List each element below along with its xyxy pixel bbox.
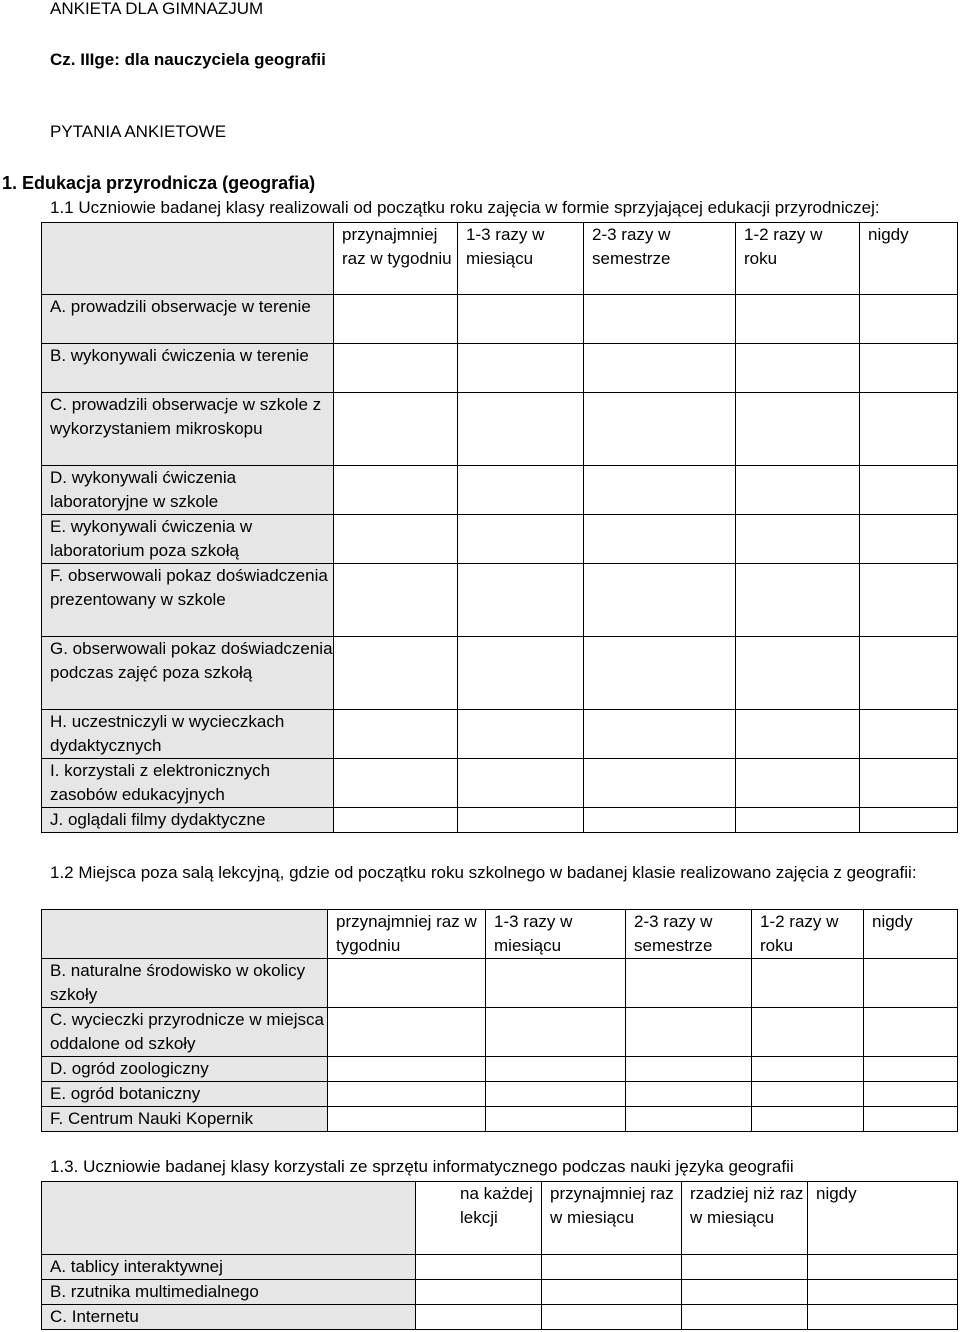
column-header: 1-3 razy w miesiącu bbox=[458, 223, 584, 295]
answer-cell[interactable] bbox=[752, 1107, 864, 1132]
answer-cell[interactable] bbox=[334, 344, 458, 393]
answer-cell[interactable] bbox=[682, 1255, 808, 1280]
table-row bbox=[42, 1305, 958, 1330]
column-header: 2-3 razy w semestrze bbox=[626, 910, 752, 959]
answer-cell[interactable] bbox=[736, 759, 860, 808]
answer-cell[interactable] bbox=[808, 1280, 958, 1305]
table-header-row bbox=[42, 223, 958, 295]
answer-cell[interactable] bbox=[458, 637, 584, 710]
column-header: nigdy bbox=[864, 910, 958, 959]
column-header: rzadziej niż raz w miesiącu bbox=[682, 1182, 808, 1255]
column-header: 2-3 razy w semestrze bbox=[584, 223, 736, 295]
table-header-row bbox=[42, 1182, 958, 1255]
table-row bbox=[42, 808, 958, 833]
table-row bbox=[42, 515, 958, 564]
row-label: H. uczestniczyli w wycieczkach dydaktycznych bbox=[42, 710, 334, 759]
header-corner-cell bbox=[42, 910, 328, 959]
question-1-1-table bbox=[41, 222, 958, 833]
answer-cell[interactable] bbox=[860, 466, 958, 515]
column-header: przynajmniej raz w miesiącu bbox=[542, 1182, 682, 1255]
document-title: ANKIETA DLA GIMNAZJUM bbox=[50, 0, 264, 18]
part-title: Cz. IIIge: dla nauczyciela geografii bbox=[50, 50, 326, 69]
row-label: B. wykonywali ćwiczenia w terenie bbox=[42, 344, 334, 393]
answer-cell[interactable] bbox=[334, 515, 458, 564]
answer-cell[interactable] bbox=[736, 808, 860, 833]
table-row bbox=[42, 344, 958, 393]
answer-cell[interactable] bbox=[334, 710, 458, 759]
answer-cell[interactable] bbox=[328, 959, 486, 1008]
answer-cell[interactable] bbox=[334, 295, 458, 344]
answer-cell[interactable] bbox=[860, 808, 958, 833]
row-label: D. wykonywali ćwiczenia laboratoryjne w szkole bbox=[42, 466, 334, 515]
table-header-row bbox=[42, 910, 958, 959]
answer-cell[interactable] bbox=[736, 295, 860, 344]
answer-cell[interactable] bbox=[584, 808, 736, 833]
column-header: 1-2 razy w roku bbox=[752, 910, 864, 959]
answer-cell[interactable] bbox=[458, 295, 584, 344]
answer-cell[interactable] bbox=[864, 1057, 958, 1082]
table-row bbox=[42, 393, 958, 466]
row-label: I. korzystali z elektronicznych zasobów edukacyjnych bbox=[42, 759, 334, 808]
answer-cell[interactable] bbox=[736, 393, 860, 466]
answer-cell[interactable] bbox=[328, 1107, 486, 1132]
answer-cell[interactable] bbox=[736, 466, 860, 515]
answer-cell[interactable] bbox=[328, 1008, 486, 1057]
table-row bbox=[42, 564, 958, 637]
answer-cell[interactable] bbox=[334, 759, 458, 808]
table-row bbox=[42, 637, 958, 710]
questions-heading: PYTANIA ANKIETOWE bbox=[50, 122, 227, 141]
answer-cell[interactable] bbox=[626, 1008, 752, 1057]
row-label: F. obserwowali pokaz doświadczenia prezentowany w szkole bbox=[42, 564, 334, 637]
answer-cell[interactable] bbox=[458, 564, 584, 637]
table-row bbox=[42, 1082, 958, 1107]
answer-cell[interactable] bbox=[860, 759, 958, 808]
table-row bbox=[42, 759, 958, 808]
answer-cell[interactable] bbox=[334, 637, 458, 710]
answer-cell[interactable] bbox=[458, 344, 584, 393]
table-row bbox=[42, 1280, 958, 1305]
answer-cell[interactable] bbox=[584, 710, 736, 759]
answer-cell[interactable] bbox=[458, 515, 584, 564]
table-row bbox=[42, 295, 958, 344]
table-row bbox=[42, 959, 958, 1008]
row-label: D. ogród zoologiczny bbox=[42, 1057, 328, 1082]
answer-cell[interactable] bbox=[736, 637, 860, 710]
question-1-3-table bbox=[41, 1181, 958, 1330]
answer-cell[interactable] bbox=[860, 564, 958, 637]
column-header: przynajmniej raz w tygodniu bbox=[328, 910, 486, 959]
table-row bbox=[42, 710, 958, 759]
row-label: B. naturalne środowisko w okolicy szkoły bbox=[42, 959, 328, 1008]
column-header: na każdej lekcji bbox=[416, 1182, 542, 1255]
section-heading: 1. Edukacja przyrodnicza (geografia) bbox=[2, 173, 316, 193]
answer-cell[interactable] bbox=[682, 1305, 808, 1330]
answer-cell[interactable] bbox=[736, 515, 860, 564]
answer-cell[interactable] bbox=[458, 808, 584, 833]
answer-cell[interactable] bbox=[752, 1008, 864, 1057]
answer-cell[interactable] bbox=[486, 1107, 626, 1132]
answer-cell[interactable] bbox=[736, 710, 860, 759]
answer-cell[interactable] bbox=[864, 959, 958, 1008]
answer-cell[interactable] bbox=[334, 466, 458, 515]
column-header: 1-3 razy w miesiącu bbox=[486, 910, 626, 959]
row-label: J. oglądali filmy dydaktyczne bbox=[42, 808, 334, 833]
answer-cell[interactable] bbox=[584, 564, 736, 637]
column-header: 1-2 razy w roku bbox=[736, 223, 860, 295]
row-label: B. rzutnika multimedialnego bbox=[42, 1280, 416, 1305]
row-label: C. Internetu bbox=[42, 1305, 416, 1330]
answer-cell[interactable] bbox=[486, 1082, 626, 1107]
answer-cell[interactable] bbox=[860, 295, 958, 344]
answer-cell[interactable] bbox=[458, 466, 584, 515]
answer-cell[interactable] bbox=[486, 959, 626, 1008]
row-label: E. ogród botaniczny bbox=[42, 1082, 328, 1107]
answer-cell[interactable] bbox=[584, 759, 736, 808]
answer-cell[interactable] bbox=[458, 393, 584, 466]
answer-cell[interactable] bbox=[860, 344, 958, 393]
answer-cell[interactable] bbox=[542, 1255, 682, 1280]
answer-cell[interactable] bbox=[328, 1082, 486, 1107]
answer-cell[interactable] bbox=[860, 710, 958, 759]
answer-cell[interactable] bbox=[860, 393, 958, 466]
answer-cell[interactable] bbox=[752, 959, 864, 1008]
answer-cell[interactable] bbox=[334, 808, 458, 833]
answer-cell[interactable] bbox=[626, 959, 752, 1008]
answer-cell[interactable] bbox=[416, 1255, 542, 1280]
answer-cell[interactable] bbox=[626, 1107, 752, 1132]
answer-cell[interactable] bbox=[864, 1107, 958, 1132]
answer-cell[interactable] bbox=[736, 564, 860, 637]
answer-cell[interactable] bbox=[626, 1057, 752, 1082]
row-label: G. obserwowali pokaz doświadczenia podczas zajęć poza szkołą bbox=[42, 637, 334, 710]
answer-cell[interactable] bbox=[486, 1057, 626, 1082]
answer-cell[interactable] bbox=[860, 637, 958, 710]
answer-cell[interactable] bbox=[808, 1255, 958, 1280]
row-label: A. tablicy interaktywnej bbox=[42, 1255, 416, 1280]
row-label: F. Centrum Nauki Kopernik bbox=[42, 1107, 328, 1132]
question-1-2-text: 1.2 Miejsca poza salą lekcyjną, gdzie od początku roku szkolnego w badanej klasie realizowano zajęcia z geografii: bbox=[50, 863, 917, 882]
row-label: E. wykonywali ćwiczenia w laboratorium poza szkołą bbox=[42, 515, 334, 564]
question-1-2-table bbox=[41, 909, 958, 1132]
answer-cell[interactable] bbox=[682, 1280, 808, 1305]
row-label: C. prowadzili obserwacje w szkole z wykorzystaniem mikroskopu bbox=[42, 393, 334, 466]
table-row bbox=[42, 1008, 958, 1057]
question-1-3-text: 1.3. Uczniowie badanej klasy korzystali ze sprzętu informatycznego podczas nauki języka geografii bbox=[50, 1157, 794, 1176]
answer-cell[interactable] bbox=[542, 1280, 682, 1305]
column-header: przynajmniej raz w tygodniu bbox=[334, 223, 458, 295]
header-corner-cell bbox=[42, 223, 334, 295]
row-label: A. prowadzili obserwacje w terenie bbox=[42, 295, 334, 344]
answer-cell[interactable] bbox=[808, 1305, 958, 1330]
table-row bbox=[42, 1107, 958, 1132]
answer-cell[interactable] bbox=[752, 1057, 864, 1082]
table-row bbox=[42, 1255, 958, 1280]
answer-cell[interactable] bbox=[458, 710, 584, 759]
answer-cell[interactable] bbox=[584, 515, 736, 564]
header-corner-cell bbox=[42, 1182, 416, 1255]
question-1-1-text: 1.1 Uczniowie badanej klasy realizowali od początku roku zajęcia w formie sprzyjającej edukacji przyrodniczej: bbox=[50, 198, 880, 217]
answer-cell[interactable] bbox=[416, 1305, 542, 1330]
answer-cell[interactable] bbox=[584, 344, 736, 393]
row-label: C. wycieczki przyrodnicze w miejsca oddalone od szkoły bbox=[42, 1008, 328, 1057]
answer-cell[interactable] bbox=[334, 564, 458, 637]
table-row bbox=[42, 466, 958, 515]
table-row bbox=[42, 1057, 958, 1082]
answer-cell[interactable] bbox=[864, 1008, 958, 1057]
answer-cell[interactable] bbox=[752, 1082, 864, 1107]
answer-cell[interactable] bbox=[416, 1280, 542, 1305]
answer-cell[interactable] bbox=[584, 637, 736, 710]
answer-cell[interactable] bbox=[736, 344, 860, 393]
answer-cell[interactable] bbox=[542, 1305, 682, 1330]
answer-cell[interactable] bbox=[328, 1057, 486, 1082]
answer-cell[interactable] bbox=[860, 515, 958, 564]
answer-cell[interactable] bbox=[584, 466, 736, 515]
answer-cell[interactable] bbox=[458, 759, 584, 808]
answer-cell[interactable] bbox=[486, 1008, 626, 1057]
column-header: nigdy bbox=[808, 1182, 958, 1255]
column-header: nigdy bbox=[860, 223, 958, 295]
answer-cell[interactable] bbox=[584, 393, 736, 466]
answer-cell[interactable] bbox=[584, 295, 736, 344]
answer-cell[interactable] bbox=[626, 1082, 752, 1107]
answer-cell[interactable] bbox=[864, 1082, 958, 1107]
answer-cell[interactable] bbox=[334, 393, 458, 466]
